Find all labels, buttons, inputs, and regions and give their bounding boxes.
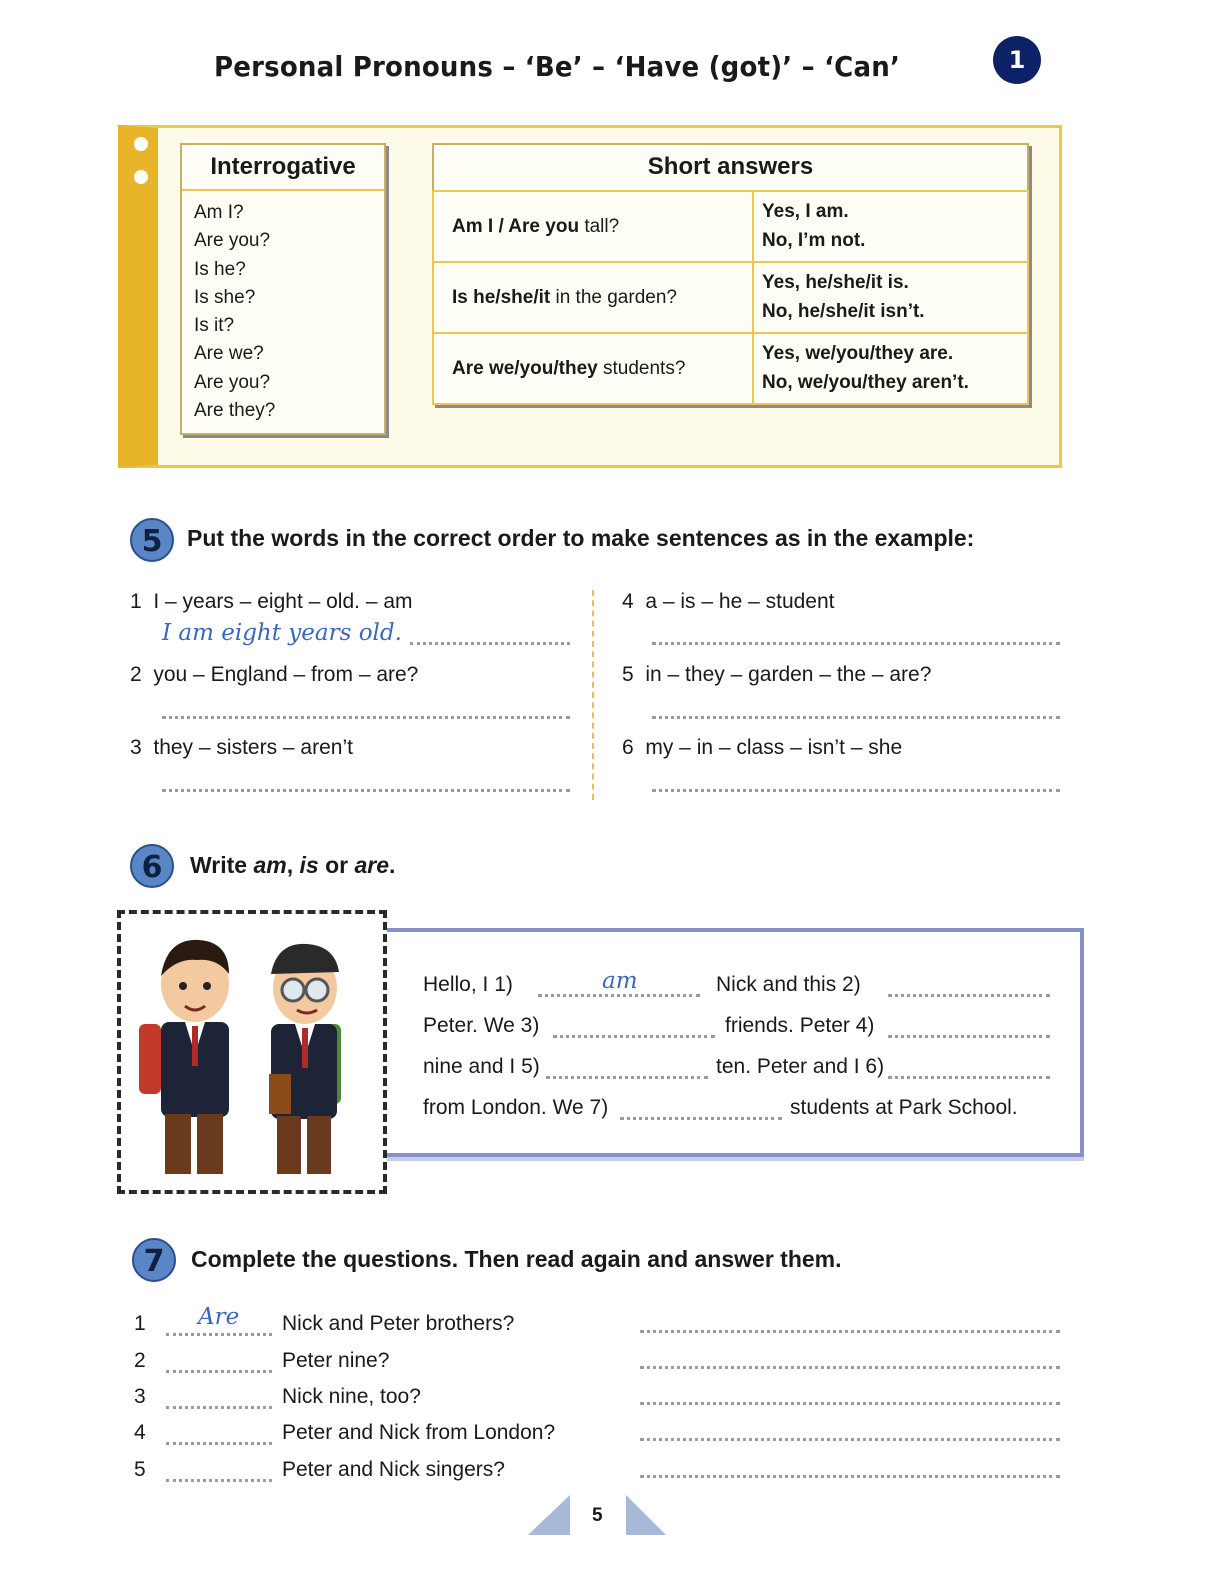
ex5-item-2 [130, 663, 418, 687]
exercise-5-badge: 5 [130, 518, 174, 562]
answer-no: No, I’m not. [762, 230, 866, 252]
story-text: nine and I 5) [423, 1055, 540, 1078]
interrogative-table [180, 143, 386, 435]
short-answers-table [432, 143, 1029, 405]
story-line-1 [423, 973, 513, 997]
answer-line[interactable] [640, 1475, 1060, 1478]
ex7-question: Nick nine, too? [282, 1385, 421, 1408]
table-row [433, 262, 1028, 333]
table-row [433, 191, 1028, 262]
page-number: 5 [592, 1505, 603, 1526]
question-bold: Am I / Are you [452, 215, 580, 237]
answer-line[interactable] [553, 1035, 715, 1038]
ex5-answer-1: I am eight years old. [162, 620, 402, 646]
answer-cell [753, 262, 1028, 333]
interrogative-item: Are you? [194, 371, 271, 393]
ex7-question: Nick and Peter brothers? [282, 1312, 515, 1335]
interrogative-item: Are you? [194, 230, 271, 252]
answer-line[interactable] [166, 1442, 272, 1445]
boys-illustration [117, 910, 387, 1194]
answer-line[interactable] [166, 1406, 272, 1409]
interrogative-item: Are they? [194, 400, 276, 422]
instruction-word: is [299, 852, 319, 878]
question-cell [433, 262, 753, 333]
question-bold: Is he/she/it [452, 286, 551, 308]
item-words: I – years – eight – old. – am [153, 590, 413, 613]
ex7-question: Peter and Nick from London? [282, 1421, 556, 1444]
instruction-text: , [286, 852, 300, 878]
instruction-text: Write [190, 852, 254, 878]
answer-line[interactable] [166, 1333, 272, 1336]
ex5-item-3 [130, 736, 353, 760]
answer-no: No, we/you/they aren’t. [762, 372, 969, 394]
interrogative-item: Is it? [194, 315, 235, 337]
answer-line[interactable] [652, 789, 1060, 792]
instruction-word: are [354, 852, 390, 878]
binder-hole-icon [134, 137, 148, 151]
exercise-7-badge: 7 [132, 1238, 176, 1282]
answer-no: No, he/she/it isn’t. [762, 301, 925, 323]
question-bold: Are we/you/they [452, 357, 598, 379]
answer-line[interactable] [652, 642, 1060, 645]
interrogative-list [182, 191, 384, 425]
exercise-6-instruction [190, 852, 395, 879]
interrogative-item: Are we? [194, 343, 264, 365]
ex5-item-5 [622, 663, 931, 687]
answer-line[interactable] [166, 1479, 272, 1482]
story-text: from London. We 7) [423, 1096, 609, 1119]
item-number: 3 [130, 736, 142, 759]
answer-line[interactable] [166, 1370, 272, 1373]
item-words: you – England – from – are? [153, 663, 419, 686]
ex7-question: Peter and Nick singers? [282, 1458, 505, 1481]
story-text: Hello, I 1) [423, 973, 513, 996]
answer-yes: Yes, I am. [762, 201, 849, 223]
question-rest: in the garden? [550, 286, 677, 308]
ex7-item-number: 4 [134, 1421, 146, 1444]
answer-line[interactable] [640, 1330, 1060, 1333]
answer-line[interactable] [162, 789, 570, 792]
interrogative-item: Is she? [194, 286, 256, 308]
answer-line[interactable] [888, 1035, 1050, 1038]
answer-line[interactable] [888, 994, 1050, 997]
table-row [433, 333, 1028, 404]
exercise-5-instruction: Put the words in the correct order to make sentences as in the example: [187, 525, 975, 551]
story-text: students at Park School. [790, 1096, 1018, 1119]
answer-line[interactable] [162, 716, 570, 719]
story-text: friends. Peter 4) [725, 1014, 875, 1037]
interrogative-item: Am I? [194, 202, 244, 223]
item-number: 4 [622, 590, 634, 613]
interrogative-item: Is he? [194, 258, 246, 280]
page-left-arrow-icon [528, 1495, 570, 1535]
answer-line[interactable] [640, 1402, 1060, 1405]
page-right-arrow-icon [626, 1495, 666, 1535]
column-divider [592, 590, 594, 800]
answer-line[interactable] [538, 994, 700, 997]
item-words: in – they – garden – the – are? [645, 663, 932, 686]
two-boys-icon [121, 914, 383, 1190]
story-answer-1: am [602, 968, 638, 994]
exercise-7-instruction: Complete the questions. Then read again and answer them. [191, 1246, 842, 1272]
story-box [386, 928, 1084, 1157]
interrogative-heading: Interrogative [182, 145, 384, 191]
item-words: a – is – he – student [645, 590, 835, 613]
question-cell [433, 191, 753, 262]
story-text: Peter. We 3) [423, 1014, 540, 1037]
answer-cell [753, 191, 1028, 262]
answer-line[interactable] [620, 1117, 782, 1120]
item-number: 6 [622, 736, 634, 759]
question-rest: tall? [579, 215, 620, 237]
instruction-text: . [389, 852, 396, 878]
short-answers-heading: Short answers [433, 144, 1028, 191]
ex7-item-number: 3 [134, 1385, 146, 1408]
item-words: my – in – class – isn’t – she [645, 736, 903, 759]
page-title: Personal Pronouns – ‘Be’ – ‘Have (got)’ – ‘Can’ [214, 50, 901, 83]
ex7-item-number: 5 [134, 1458, 146, 1481]
question-rest: students? [597, 357, 686, 379]
item-number: 1 [130, 590, 142, 613]
ex7-item-number: 2 [134, 1349, 146, 1372]
item-words: they – sisters – aren’t [153, 736, 353, 759]
answer-line[interactable] [652, 716, 1060, 719]
instruction-text: or [318, 852, 355, 878]
exercise-6-badge: 6 [130, 844, 174, 888]
unit-number-badge: 1 [993, 36, 1041, 84]
ex5-item-4 [622, 590, 835, 614]
answer-line[interactable] [410, 642, 570, 645]
answer-line[interactable] [888, 1076, 1050, 1079]
ex7-answer-1: Are [198, 1304, 240, 1330]
question-cell [433, 333, 753, 404]
binder-hole-icon [134, 170, 148, 184]
answer-yes: Yes, we/you/they are. [762, 343, 954, 365]
answer-cell [753, 333, 1028, 404]
answer-yes: Yes, he/she/it is. [762, 272, 909, 294]
ex7-question: Peter nine? [282, 1349, 390, 1372]
story-text: ten. Peter and I 6) [716, 1055, 885, 1078]
story-text: Nick and this 2) [716, 973, 861, 996]
answer-line[interactable] [546, 1076, 708, 1079]
item-number: 2 [130, 663, 142, 686]
instruction-word: am [253, 852, 287, 878]
ex5-item-6 [622, 736, 902, 760]
answer-line[interactable] [640, 1366, 1060, 1369]
item-number: 5 [622, 663, 634, 686]
answer-line[interactable] [640, 1438, 1060, 1441]
ex7-item-number: 1 [134, 1312, 146, 1335]
ex5-item-1 [130, 590, 413, 614]
